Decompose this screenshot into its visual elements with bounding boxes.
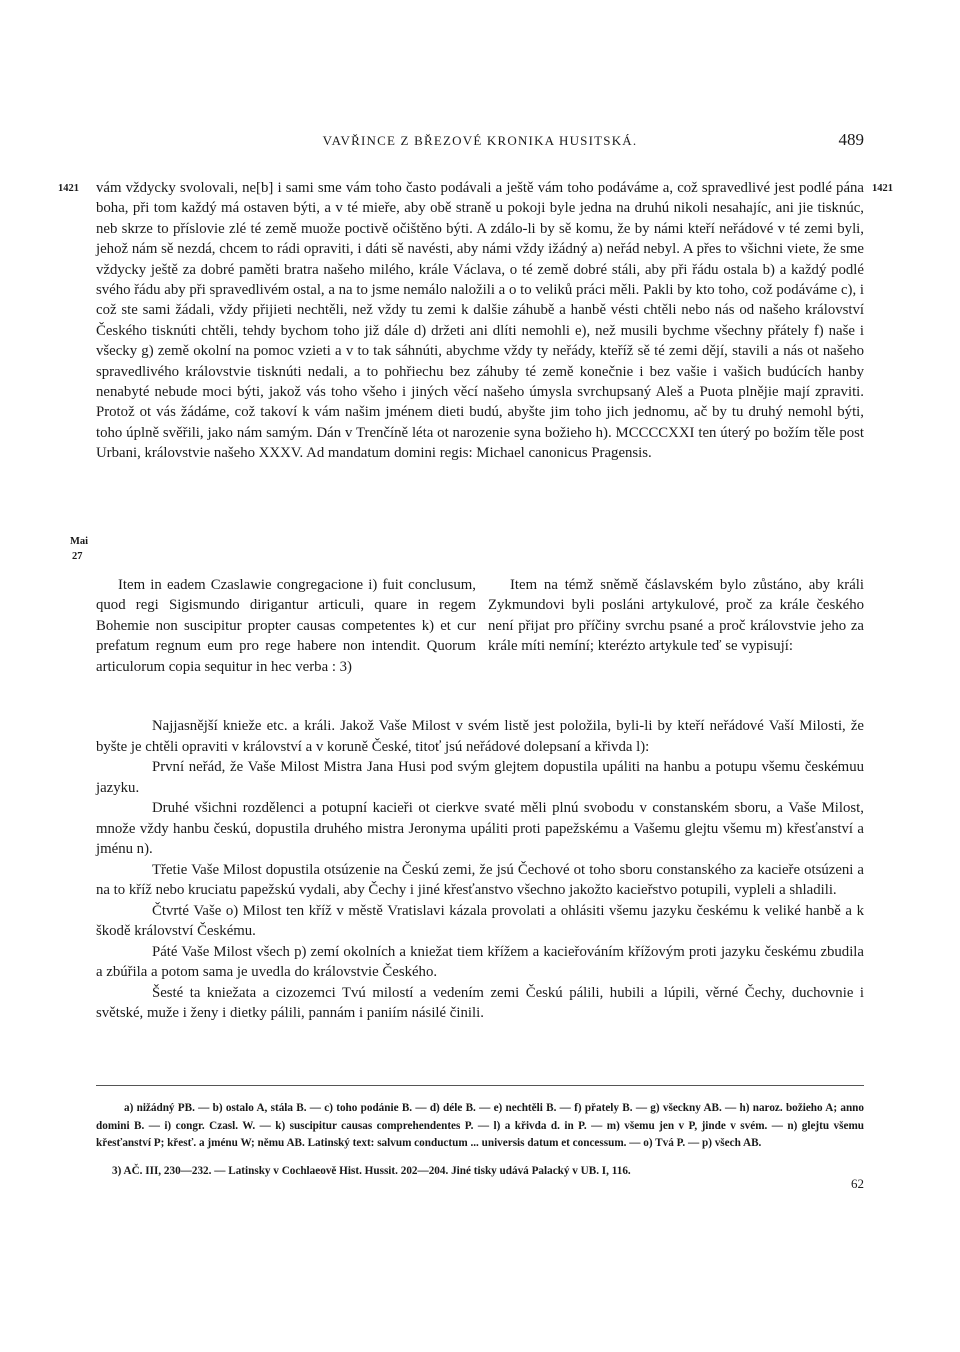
letter-intro: Najjasnější knieže etc. a králi. Jakož Vaše Milost v svém listě jest položila, byli-li by kteří neřádové Vaší Milosti, že byšte je chtěli opraviti v království a v koruně České, titoť jsú neřádové dolepsaní a křivda l): <box>96 718 864 755</box>
article-3: Třetie Vaše Milost dopustila otsúzenie na Českú zemi, že jsú Čechové ot toho sboru constanského za kacieře otsúzeni a na to kříž nebo kruciatu papežskú vydali, aby Čechy i jiné křesťanstvo všechno jakožto kacieřstvo potupili, vypleli a shladili. <box>96 861 864 898</box>
footnotes <box>96 1100 864 1180</box>
article-6: Šesté ta kniežata a cizozemci Tvú milostí a vedením zemi Českú pálili, hubili a lúpili, věrné Čechy, duchovnie i světské, muže i ženy i dietky pálili, pannám i paniím násilé činili. <box>96 984 864 1021</box>
article-1: První neřád, že Vaše Milost Mistra Jana Husi pod svým glejtem dopustila upáliti na hanbu a potupu všemu českémuu jazyku. <box>96 759 864 796</box>
articles-letter <box>96 716 864 1024</box>
article-5: Páté Vaše Milost všech p) zemí okolních a kniežat tiem křížem a kacieřováním křížovým proti jazyku českému zbudila a zbúřila a potom sama je uvedla do královstvie Českého. <box>96 943 864 980</box>
margin-date-day: 27 <box>72 551 83 562</box>
article-2: Druhé všichni rozdělenci a potupní kacieři ot cierkve svaté měli plnú svobodu v constanském sboru, a Vaše Milost, množe vždy hanbu českú, dopustila druhého mistra Jeronyma upáliti proti papežskému a Vašemu glejtu všemu m) křesťanství a jménu n). <box>96 800 864 857</box>
footnote-variants: a) nižádný PB. — b) ostalo A, stála B. — c) toho podánie B. — d) déle B. — e) nechtěli B. — f) přately B. — g) všeckny AB. — h) naroz. božieho A; anno domini B. — i) congr. Czasl. W. — k) suscipitur causas comprehendentes P. — l) a křivda d. in P. — m) všemu jen v P, jinde v svém. — n) glejtu všemu křesťanství P; křesť. a jménu W; němu AB. Latinský text: salvum conductum ... universis datum et concessum. — o) Tvá P. — p) všech AB. <box>96 1102 864 1149</box>
margin-year-right: 1421 <box>872 183 893 194</box>
latin-column: Item in eadem Czaslawie congregacione i) fuit conclusum, quod regi Sigismundo dirigantur articuli, quare in regem Bohemie non suscipitur propter causas competentes k) et cur prefatum regnum eum pro rege habere non intendit. Quorum articulorum copia sequitur in hec verba : 3) <box>96 577 476 675</box>
article-4: Čtvrté Vaše o) Milost ten kříž v městě Vratislavi kázala provolati a ohlásiti všemu jazyku českému k veliké hanbě a k škodě království Českému. <box>96 902 864 939</box>
footnote-divider <box>96 1085 864 1086</box>
sheet-signature: 62 <box>851 1176 864 1191</box>
page-header <box>96 130 864 152</box>
footnote-source: 3) AČ. III, 230—232. — Latinsky v Cochlaeově Hist. Hussit. 202—204. Jiné tisky udává Palacký v UB. I, 116. <box>112 1164 631 1177</box>
czech-column: Item na témž sněmě čáslavském bylo zůstáno, aby králi Zykmundovi byli posláni artykulové, proč za krále českého není přijat pro příčiny svrchu psané a proč královstvie jeho za krále míti nemíní; kterézto artykule teď se vypisují: <box>488 577 864 655</box>
margin-date-month: Mai <box>70 536 89 547</box>
page-number: 489 <box>838 130 864 149</box>
main-paragraph: vám vždycky svolovali, ne[b] i sami sme vám toho často podávali a ještě vám toho podáváme a, což spravedlivé jest podlé pána boha, při tom každý má ostaven býti, a v té mieře, aby obě straně u pokoji byle jedna na druhú nikoli nesahajíc, ani jie tisknúc, neb skrze to příslovie zlé té země muože poctivě očištěno býti. A zdálo-li by sě komu, že by námi kteří neřádové v té zemi byli, jehož nám sě nezdá, chcem to rádi opraviti, i dáti sě navésti, aby námi vždy ižádný a) neřád nebyl. A přes to všichni viete, že sme vždycky ještě za dobré paměti bratra našeho milého, krále Václava, o té země dobré stáli, aby při řádu ostala b) a každý podlé svého řádu aby při spravedlivém ostal, a na to jsme nemálo naložili a o to veliků práci měli. Pakli by kto toho, což podáváme c), i což ste sami žádali, vždy přijieti nechtěli, než vždy tu zemi k dalšie záhubě a hanbě vésti chtěli nebo nás od našeho království Českého tisknúti chtěli, tehdy bychom toho již dále d) držeti ani dlíti nemohli e), než musili bychme všechny přátely f) naše i všecky g) země okolní na pomoc vzieti a v to tak sáhnúti, abychme vždy ty neřády, kteříž sě té zemi dějí, stavili a nás ot našeho spravedlivého královstvie tisknúti nedali, a to pohřiechu bez záhuby té země konečnie i bez vašie i vašich budúcích hanby nenabyté nebude moci býti, jakož vás toho všeho i jiných věcí našeho úmysla svrchupsaný Aleš a Puota plnějie mají zpraviti. Protož ot vás žádáme, což takoví k vám našim jménem dieti budú, abyšte jim toho jich jednomu, ač by tu druhý nemohl býti, toho úplně svěřili, jako nám samým. Dán v Trenčíně léta ot narozenie syna božieho h). MCCCCXXI ten úterý po božím těle post Urbani, královstvie našeho XXXV. Ad mandatum domini regis: Michael canonicus Pragensis. <box>96 180 864 462</box>
running-title: VAVŘINCE Z BŘEZOVÉ KRONIKA HUSITSKÁ. <box>322 133 638 148</box>
margin-year-left: 1421 <box>58 183 79 194</box>
